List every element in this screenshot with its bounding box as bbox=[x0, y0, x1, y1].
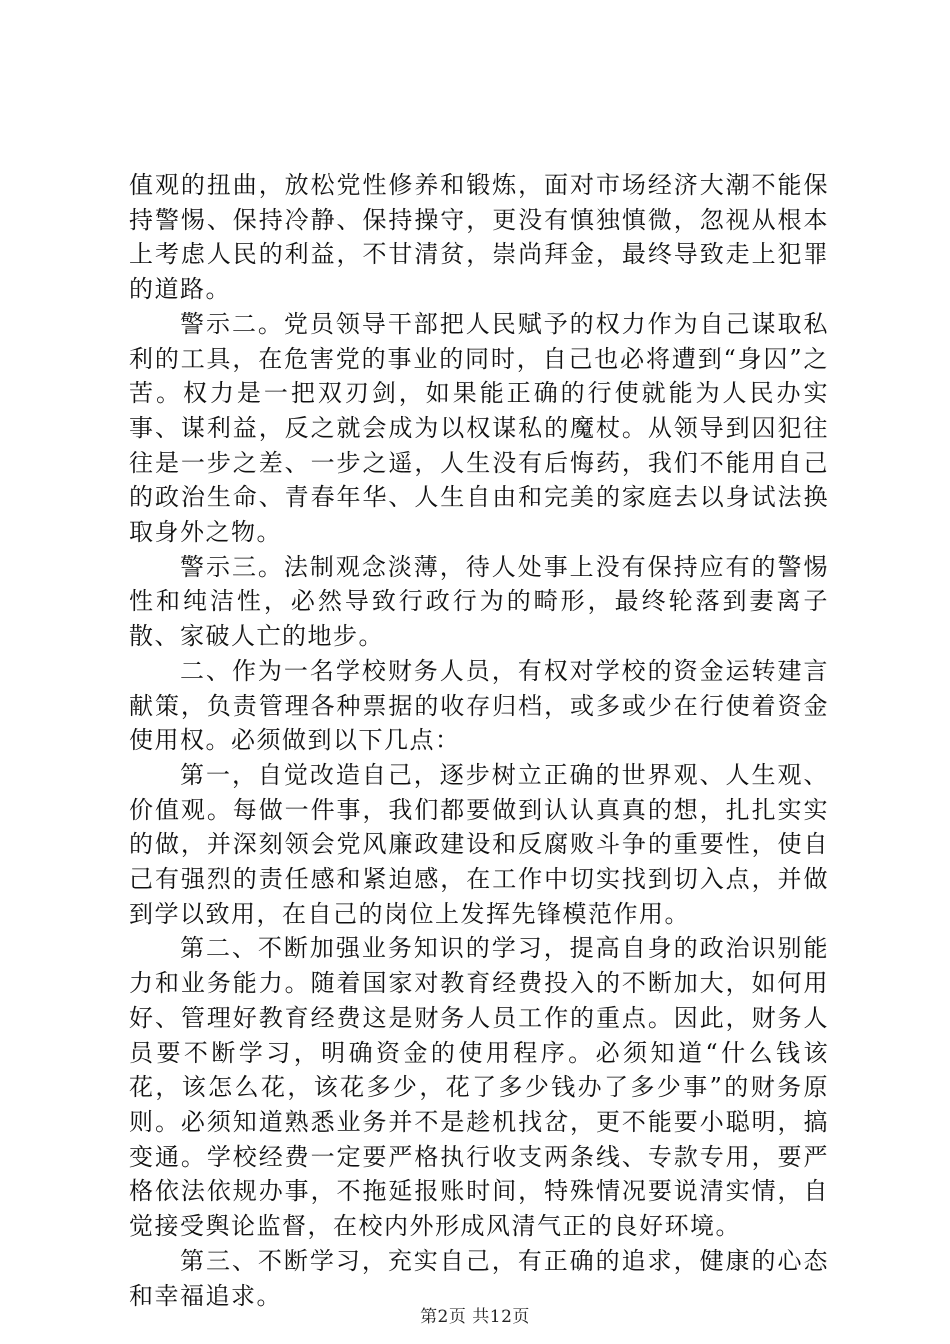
paragraph-warning-two: 警示二。党员领导干部把人民赋予的权力作为自己谋取私利的工具，在危害党的事业的同时，自己也必将遭到“身囚”之苦。权力是一把双刃剑，如果能正确的行使就能为人民办实事、谋利益，反之就会成为以权谋私的魔杖。从领导到囚犯往往是一步之差、一步之遥，人生没有后悔药，我们不能用自己的政治生命、青春年华、人生自由和完美的家庭去以身试法换取身外之物。 bbox=[129, 309, 829, 547]
paragraph-warning-three: 警示三。法制观念淡薄，待人处事上没有保持应有的警惕性和纯洁性，必然导致行政行为的畸形，最终轮落到妻离子散、家破人亡的地步。 bbox=[129, 552, 829, 651]
paragraph-point-two: 第二、不断加强业务知识的学习，提高自身的政治识别能力和业务能力。随着国家对教育经费投入的不断加大，如何用好、管理好教育经费这是财务人员工作的重点。因此，财务人员要不断学习，明确资金的使用程序。必须知道“什么钱该花，该怎么花，该花多少，花了多少钱办了多少事”的财务原则。必须知道熟悉业务并不是趁机找岔，更不能要小聪明，搞变通。学校经费一定要严格执行收支两条线、专款专用，要严格依法依规办事，不拖延报账时间，特殊情况要说清实情，自觉接受舆论监督，在校内外形成风清气正的良好环境。 bbox=[129, 934, 829, 1241]
page-number-footer: 第2页 共12页 bbox=[420, 1307, 530, 1327]
paragraph-continuation: 值观的扭曲，放松党性修养和锻炼，面对市场经济大潮不能保持警惕、保持冷静、保持操守，更没有慎独慎微，忽视从根本上考虑人民的利益，不甘清贫，崇尚拜金，最终导致走上犯罪的道路。 bbox=[129, 171, 829, 304]
document-body bbox=[129, 168, 829, 1313]
paragraph-section-two: 二、作为一名学校财务人员，有权对学校的资金运转建言献策，负责管理各种票据的收存归档，或多或少在行使着资金使用权。必须做到以下几点： bbox=[129, 656, 829, 755]
paragraph-point-three: 第三、不断学习，充实自己，有正确的追求，健康的心态和幸福追求。 bbox=[129, 1246, 829, 1310]
paragraph-point-one: 第一，自觉改造自己，逐步树立正确的世界观、人生观、价值观。每做一件事，我们都要做到认认真真的想，扎扎实实的做，并深刻领会党风廉政建设和反腐败斗争的重要性，使自己有强烈的责任感和紧迫感，在工作中切实找到切入点，并做到学以致用，在自己的岗位上发挥先锋模范作用。 bbox=[129, 760, 829, 928]
